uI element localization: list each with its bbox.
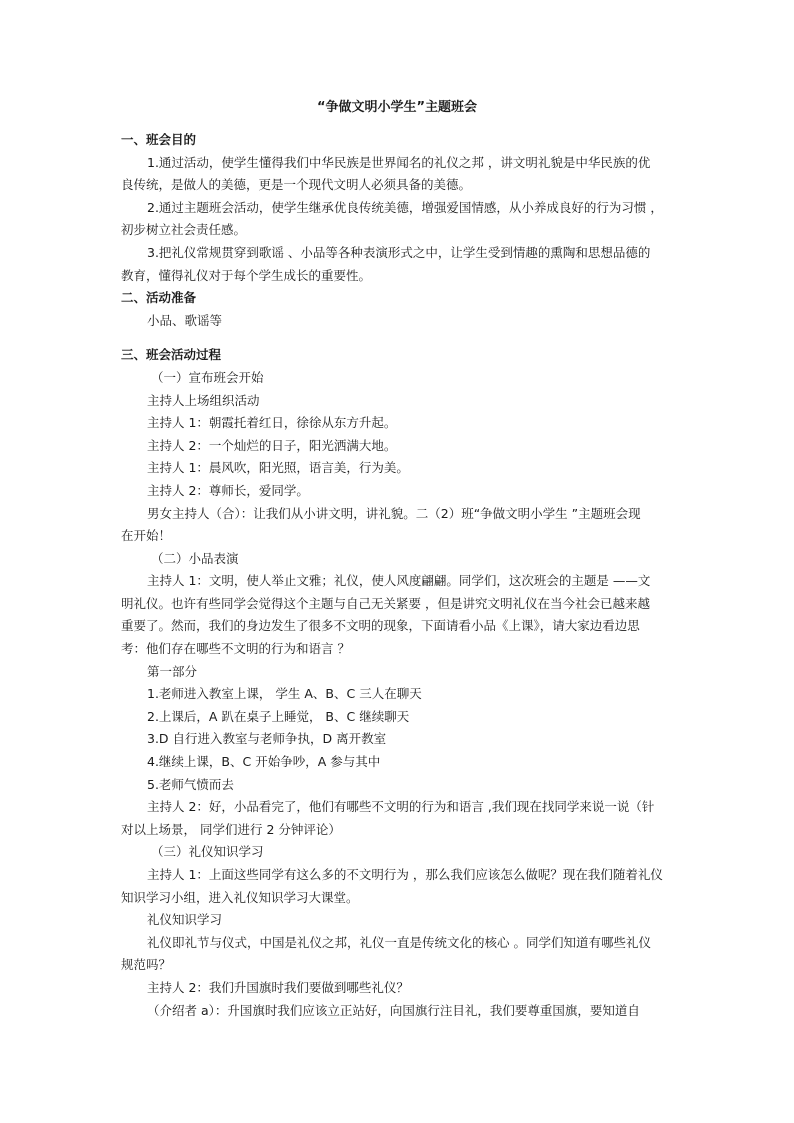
paragraph-line: 主持人上场组织活动 [147,392,260,408]
paragraph-line: （介绍者 a）：升国旗时我们应该立正站好，向国旗行注目礼，我们要尊重国旗，要知道自 [147,1002,640,1018]
paragraph-line: 重要了。然而，我们的身边发生了很多不文明的现象，下面请看小品《上课》，请大家边看边思 [121,618,640,634]
paragraph-line: 3.把礼仪常规贯穿到歌谣 、小品等各种表演形式之中，让学生受到情趣的熏陶和思想品德的 [147,244,651,260]
paragraph-line: 2.通过主题班会活动，使学生继承优良传统美德，增强爱国情感，从小养成良好的行为习惯 ， [147,199,663,215]
document-title: “争做文明小学生”主题班会 [316,100,478,115]
paragraph-line: 5.老师气愤而去 [147,776,234,792]
paragraph-line: 主持人 2：好，小品看完了，他们有哪些不文明的行为和语言 ,我们现在找同学来说一说（针 [147,799,655,815]
paragraph-line: 对以上场景， 同学们进行 2 分钟评论） [121,821,341,837]
section-heading: 一、班会目的 [121,132,197,147]
paragraph-line: 初步树立社会责任感。 [121,222,247,238]
paragraph-line: 主持人 1：文明，使人举止文雅；礼仪，使人风度翩翩。同学们，这次班会的主题是 ——文 [147,573,651,589]
paragraph-line: 主持人 1：晨风吹，阳光照，语言美，行为美。 [147,460,409,476]
paragraph-line: 明礼仪。也许有些同学会觉得这个主题与自己无关紧要 ，但是讲究文明礼仪在当今社会已越来越 [121,595,650,611]
paragraph-line: 2.上课后，A 趴在桌子上睡觉， B、C 继续聊天 [147,708,410,724]
paragraph-line: 知识学习小组，进入礼仪知识学习大课堂。 [121,889,359,905]
paragraph-line: 规范吗？ [121,957,172,973]
paragraph-line: 考：他们存在哪些不文明的行为和语言 ？ [121,641,350,657]
section-spacer [121,332,677,344]
paragraph-line: 主持人 1：上面这些同学有这么多的不文明行为 ，那么我们应该怎么做呢？现在我们随着礼仪 [147,867,663,882]
paragraph-line: 礼仪知识学习 [147,912,223,928]
paragraph-line: （三）礼仪知识学习 [151,844,264,860]
paragraph-line: 第一部分 [147,663,198,679]
paragraph-line: 男女主持人（合）：让我们从小讲文明，讲礼貌。二（2）班“争做文明小学生 ”主题班会现 [147,505,641,521]
paragraph-line: 良传统，是做人的美德，更是一个现代文明人必须具备的美德。 [121,177,472,193]
paragraph-line: 主持人 2：尊师长，爱同学。 [147,482,309,498]
paragraph-line: 主持人 2：我们升国旗时我们要做到哪些礼仪？ [147,979,409,995]
paragraph-line: （二）小品表演 [151,550,239,566]
section-heading: 三、班会活动过程 [121,347,222,363]
paragraph-line: 1.通过活动，使学生懂得我们中华民族是世界闻名的礼仪之邦 ，讲文明礼貌是中华民族的优 [147,154,651,170]
paragraph-line: 4.继续上课，B、C 开始争吵，A 参与其中 [147,754,381,770]
paragraph-line: （一）宣布班会开始 [151,369,264,385]
paragraph-line: 礼仪即礼节与仪式，中国是礼仪之邦，礼仪一直是传统文化的核心 。同学们知道有哪些礼仪 [147,934,651,950]
paragraph-line: 主持人 1：朝霞托着红日，徐徐从东方升起。 [147,415,397,431]
paragraph-line: 小品、歌谣等 [147,312,223,328]
section-heading: 二、活动准备 [121,290,197,306]
paragraph-line: 在开始！ [121,528,172,544]
paragraph-line: 教育，懂得礼仪对于每个学生成长的重要性。 [121,267,372,283]
paragraph-line: 1.老师进入教室上课， 学生 A、B、C 三人在聊天 [147,686,422,702]
paragraph-line: 3.D 自行进入教室与老师争执，D 离开教室 [147,731,387,747]
paragraph-line: 主持人 2：一个灿烂的日子，阳光洒满大地。 [147,437,397,453]
document-body [121,129,677,1022]
